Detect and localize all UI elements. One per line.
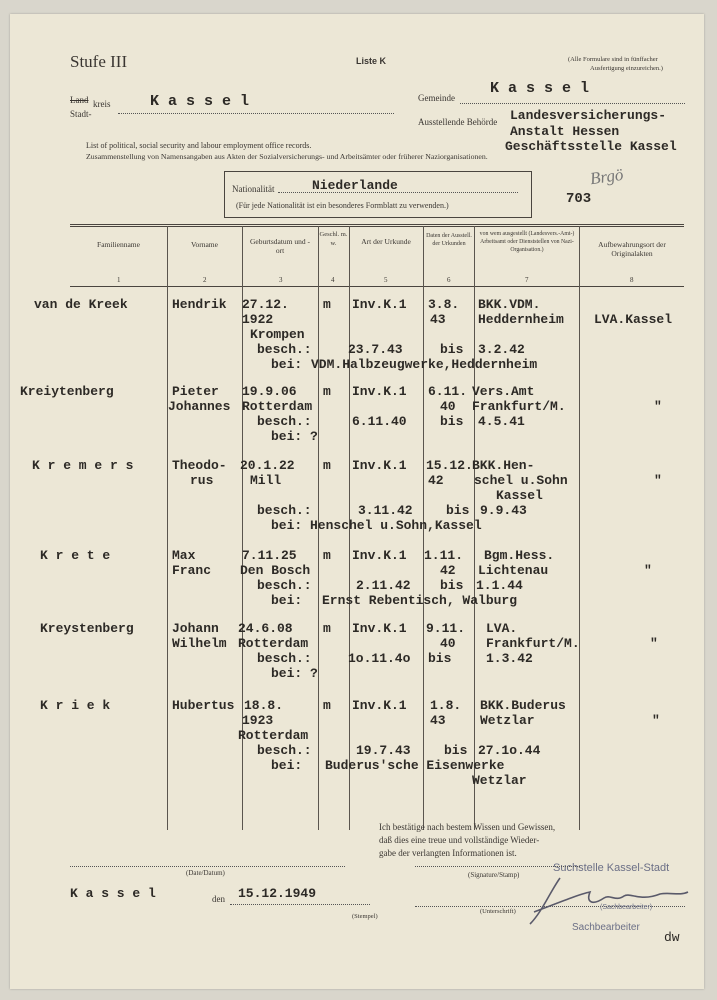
doc-year: 43 [430,713,446,728]
firstname: Johann [172,621,219,636]
col-header-firstname: Vorname [191,240,218,249]
bei-value-2: Wetzlar [472,773,527,788]
archive: " [650,636,658,651]
bei-label: bei: [271,429,303,444]
doc-date: 6.11. [428,384,468,399]
typist-initials: dw [664,930,680,945]
issuer-place: Kassel [496,488,543,503]
list-desc-en: List of political, social security and labour employment office records. [86,141,312,150]
doc-type: Inv.K.1 [352,548,407,563]
nationality-note: (Für jede Nationalität ist ein besonderes Formblatt zu verwenden.) [236,201,449,210]
doc-type: Inv.K.1 [352,384,407,399]
archive: " [654,399,662,414]
sex: m [323,698,331,713]
doc-date: 9.11. [426,621,466,636]
gemeinde-label: Gemeinde [418,93,455,103]
col-num-4: 4 [331,276,335,284]
issuer-place: Wetzlar [480,713,535,728]
doc-type: Inv.K.1 [352,458,407,473]
col-num-2: 2 [203,276,207,284]
issuer: BKK.Buderus [480,698,566,713]
birth-date: 24.6.08 [238,621,293,636]
archive: LVA.Kassel [594,312,673,327]
bei-value: ? [310,429,318,444]
firstname-2: Wilhelm [172,636,227,651]
behoerde-value-3: Geschäftsstelle Kassel [505,139,677,154]
birth-place: Rotterdam [242,399,313,414]
besch-label: besch.: [257,651,312,666]
firstname: Pieter [172,384,219,399]
sign-role-label: (Sachbearbeiter) [600,904,653,911]
bei-value: Henschel u.Sohn,Kassel [310,518,482,533]
doc-year: 43 [430,312,446,327]
unterschrift-label: (Unterschrift) [480,908,516,915]
firstname-2: Franc [172,563,212,578]
archive: " [644,563,652,578]
besch-label: besch.: [257,503,312,518]
firstname-2: rus [190,473,214,488]
sex: m [323,297,331,312]
form-note-1: (Alle Formulare sind in fünffacher [568,56,658,63]
behoerde-value-1: Landesversicherungs- [510,108,667,123]
surname: K r i e k [40,698,111,713]
firstname: Hubertus [172,698,235,713]
archive: " [654,473,662,488]
col-header-birth: Geburtsdatum und -ort [250,237,310,255]
besch-label: besch.: [257,578,312,593]
firstname: Max [172,548,196,563]
stamp-role: Sachbearbeiter [572,922,640,933]
firstname-2: Johannes [168,399,231,414]
besch-from: 2.11.42 [356,578,411,593]
birth-place: Rotterdam [238,636,309,651]
doc-year: 42 [428,473,444,488]
issuer-place: Frankfurt/M. [472,399,566,414]
bei-label: bei: [271,758,303,773]
doc-type: Inv.K.1 [352,621,407,636]
land-label: Land [70,95,89,105]
doc-date: 3.8. [428,297,460,312]
issuer: BKK.Hen- [472,458,535,473]
besch-to: 27.1o.44 [478,743,541,758]
bei-label: bei: [271,666,303,681]
issuer: Bgm.Hess. [484,548,555,563]
nationality-value: Niederlande [312,178,398,193]
besch-to: 4.5.41 [478,414,525,429]
handwritten-note: Brgö [588,164,625,189]
besch-from: 1o.11.4o [348,651,411,666]
page-number: 703 [566,191,592,207]
doc-year: 40 [440,399,456,414]
surname: K r e m e r s [32,458,134,473]
besch-to: 9.9.43 [480,503,527,518]
besch-to: 1.1.44 [476,578,523,593]
besch-from: 3.11.42 [358,503,413,518]
birth-place: Krompen [250,327,305,342]
doc-date: 15.12. [426,458,473,473]
besch-label: besch.: [257,743,312,758]
sex: m [323,384,331,399]
besch-to: 1.3.42 [486,651,533,666]
col-num-1: 1 [117,276,121,284]
bei-label: bei: [271,357,303,372]
issuer: LVA. [486,621,518,636]
birth-date: 27.12. [242,297,289,312]
behoerde-label: Ausstellende Behörde [418,117,498,127]
besch-bis: bis [444,743,468,758]
besch-bis: bis [428,651,452,666]
birth-date: 20.1.22 [240,458,295,473]
date-value: 15.12.1949 [238,886,317,901]
besch-from: 6.11.40 [352,414,407,429]
behoerde-value-2: Anstalt Hessen [510,124,620,139]
liste-label: Liste K [356,56,387,66]
surname: van de Kreek [34,297,128,312]
besch-label: besch.: [257,414,312,429]
col-num-5: 5 [384,276,388,284]
col-header-surname: Familienname [97,240,140,249]
col-num-7: 7 [525,276,529,284]
doc-year: 42 [440,563,456,578]
bei-label: bei: [271,593,303,608]
stadt-label: Stadt- [70,109,92,119]
besch-bis: bis [440,414,464,429]
col-header-docdate: Daten der Ausstell. der Urkunden [426,233,472,247]
kreis-value: K a s s e l [150,93,250,110]
birth-date: 19.9.06 [242,384,297,399]
besch-bis: bis [440,578,464,593]
col-num-3: 3 [279,276,283,284]
sex: m [323,458,331,473]
col-header-sex: Geschl. m. w. [319,231,348,247]
place: K a s s e l [70,886,156,901]
issuer-place: Heddernheim [478,312,564,327]
stempel-label: (Stempel) [352,913,378,920]
date-label: (Date/Datum) [186,869,225,877]
col-header-issuer: von wem ausgestellt (Landesvers.-Amt-) Arbeitsamt oder Dienststellen von Nazi-Organisation.) [479,231,575,253]
stufe-label: Stufe III [70,52,128,71]
bei-value: Buderus'sche Eisenwerke [325,758,505,773]
den-label: den [212,894,225,904]
surname: K r e t e [40,548,111,563]
kreis-label: kreis [93,99,111,109]
doc-type: Inv.K.1 [352,297,407,312]
besch-to: 3.2.42 [478,342,525,357]
col-header-doctype: Art der Urkunde [361,237,411,246]
declaration-line-3: gabe der verlangten Informationen ist. [379,848,517,858]
doc-year: 40 [440,636,456,651]
form-note-2: Ausfertigung einzureichen.) [590,65,663,72]
doc-date: 1.11. [424,548,464,563]
bei-value: VDM.Halbzeugwerke,Heddernheim [311,357,538,372]
nationality-label: Nationalität [232,184,275,194]
besch-label: besch.: [257,342,312,357]
firstname: Hendrik [172,297,227,312]
birth-year: 1922 [242,312,274,327]
bei-value: Ernst Rebentisch, Walburg [322,593,518,608]
besch-from: 19.7.43 [356,743,411,758]
bei-value: ? [310,666,318,681]
birth-date: 7.11.25 [242,548,297,563]
declaration-line-1: Ich bestätige nach bestem Wissen und Gewissen, [379,822,556,832]
issuer: BKK.VDM. [478,297,541,312]
firstname: Theodo- [172,458,227,473]
besch-bis: bis [446,503,470,518]
birth-place: Mill [250,473,282,488]
birth-place: Den Bosch [240,563,311,578]
sex: m [323,548,331,563]
col-num-8: 8 [630,276,634,284]
sex: m [323,621,331,636]
issuer-place: Lichtenau [478,563,549,578]
besch-bis: bis [440,342,464,357]
birth-date: 18.8. [244,698,284,713]
declaration-line-2: daß dies eine treue und vollständige Wieder- [379,835,540,845]
issuer: Vers.Amt [472,384,535,399]
surname: Kreystenberg [40,621,134,636]
issuer-line-2: schel u.Sohn [474,473,568,488]
doc-type: Inv.K.1 [352,698,407,713]
birth-year: 1923 [242,713,274,728]
surname: Kreiytenberg [20,384,114,399]
archive: " [652,713,660,728]
office-stamp: Suchstelle Kassel-Stadt [553,862,670,874]
col-header-archive: Aufbewahrungsort der Originalakten [598,240,666,258]
list-desc-de: Zusammenstellung von Namensangaben aus Akten der Sozialversicherungs- und Arbeitsämter oder früherer Naziorganisationen. [86,152,488,161]
issuer-place: Frankfurt/M. [486,636,580,651]
doc-date: 1.8. [430,698,462,713]
bei-label: bei: [271,518,303,533]
gemeinde-value: K a s s e l [490,80,590,97]
signature-label: (Signature/Stamp) [468,871,520,879]
besch-from: 23.7.43 [348,342,403,357]
birth-place: Rotterdam [238,728,309,743]
col-num-6: 6 [447,276,451,284]
